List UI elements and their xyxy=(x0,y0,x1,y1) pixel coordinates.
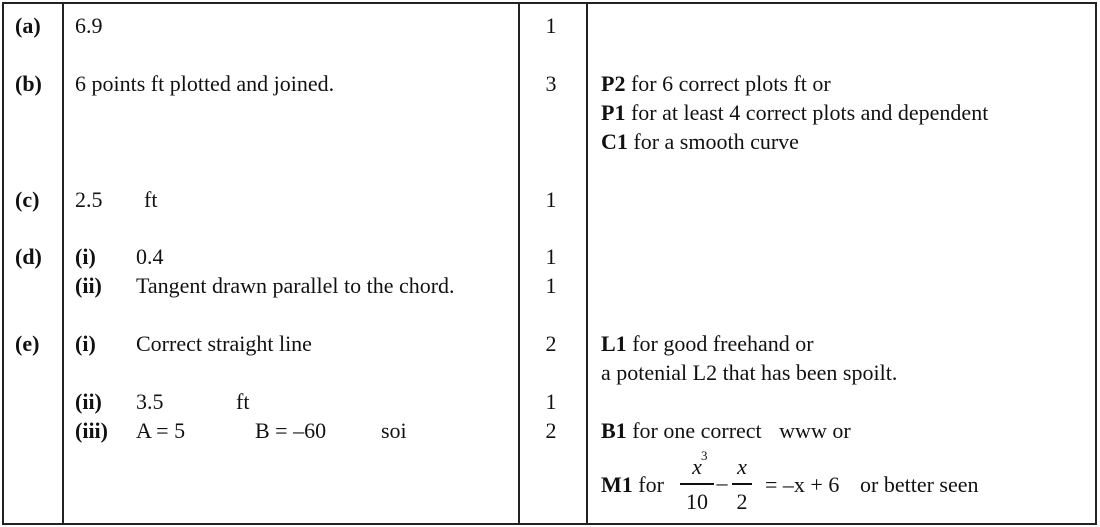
divider-answer-mark xyxy=(518,2,520,525)
note-text: for a smooth curve xyxy=(633,129,799,154)
answer-a: 6.9 xyxy=(75,13,103,38)
answer-d-i: 0.4 xyxy=(136,244,164,269)
table-top-border xyxy=(2,2,1097,4)
mark-d-i: 1 xyxy=(545,244,557,269)
subpart-label-e-i: (i) xyxy=(75,331,96,356)
mark-e-ii: 1 xyxy=(545,389,557,414)
mark-b: 3 xyxy=(545,71,557,96)
part-label-e: (e) xyxy=(15,331,40,356)
table-bottom-border xyxy=(2,523,1097,525)
note-code: P2 xyxy=(601,71,626,96)
part-label-d: (d) xyxy=(15,244,42,269)
minus-sign: – xyxy=(716,470,728,495)
equation-tail: or better seen xyxy=(860,472,979,497)
subpart-label-e-iii: (iii) xyxy=(75,418,108,443)
fraction2-bar xyxy=(732,483,752,485)
note-e-iii-b1 xyxy=(601,417,851,445)
answer-e-ii-ft: ft xyxy=(236,389,250,414)
fraction1-numerator: x xyxy=(692,454,702,479)
table-left-border xyxy=(2,2,4,525)
note-b-1 xyxy=(601,70,831,98)
subpart-label-d-ii: (ii) xyxy=(75,273,102,298)
divider-label-answer xyxy=(62,2,64,525)
note-code: P1 xyxy=(601,100,626,125)
answer-b: 6 points ft plotted and joined. xyxy=(75,71,335,96)
note-text: for 6 correct plots ft or xyxy=(630,71,831,96)
mark-a: 1 xyxy=(545,13,557,38)
answer-e-iii-b: B = –60 xyxy=(255,418,327,443)
note-text: for xyxy=(638,472,664,497)
answer-c: 2.5 xyxy=(75,187,103,212)
answer-e-i: Correct straight line xyxy=(136,331,312,356)
note-e-i-1 xyxy=(601,330,814,358)
note-code: C1 xyxy=(601,129,628,154)
subpart-label-d-i: (i) xyxy=(75,244,96,269)
note-e-iii-m1 xyxy=(601,471,664,499)
note-text: for at least 4 correct plots and dependent xyxy=(630,100,989,125)
equation-rhs: = –x + 6 xyxy=(765,472,840,497)
fraction1-exponent: 3 xyxy=(701,448,708,463)
note-text: for one correct xyxy=(632,418,762,443)
note-text: for good freehand or xyxy=(632,331,814,356)
mark-c: 1 xyxy=(545,187,557,212)
mark-e-i: 2 xyxy=(545,331,557,356)
note-code: B1 xyxy=(601,418,627,443)
answer-c-ft: ft xyxy=(144,187,158,212)
answer-e-ii: 3.5 xyxy=(136,389,164,414)
part-label-c: (c) xyxy=(15,187,40,212)
subpart-label-e-ii: (ii) xyxy=(75,389,102,414)
fraction1-denominator: 10 xyxy=(686,489,708,514)
note-code: L1 xyxy=(601,331,627,356)
mark-d-ii: 1 xyxy=(545,273,557,298)
answer-d-ii: Tangent drawn parallel to the chord. xyxy=(136,273,455,298)
part-label-b: (b) xyxy=(15,71,42,96)
note-e-i-2: a potenial L2 that has been spoilt. xyxy=(601,360,898,385)
divider-mark-notes xyxy=(586,2,588,525)
part-label-a: (a) xyxy=(15,13,41,38)
note-code: M1 xyxy=(601,472,633,497)
answer-e-iii-soi: soi xyxy=(381,418,407,443)
table-right-border xyxy=(1095,2,1097,525)
answer-e-iii-a: A = 5 xyxy=(136,418,186,443)
note-tail: www or xyxy=(779,418,851,443)
fraction2-denominator: 2 xyxy=(736,489,748,514)
mark-e-iii: 2 xyxy=(545,418,557,443)
note-b-2 xyxy=(601,99,988,127)
fraction1-bar xyxy=(680,483,714,485)
note-b-3 xyxy=(601,128,799,156)
fraction2-numerator: x xyxy=(737,454,747,479)
